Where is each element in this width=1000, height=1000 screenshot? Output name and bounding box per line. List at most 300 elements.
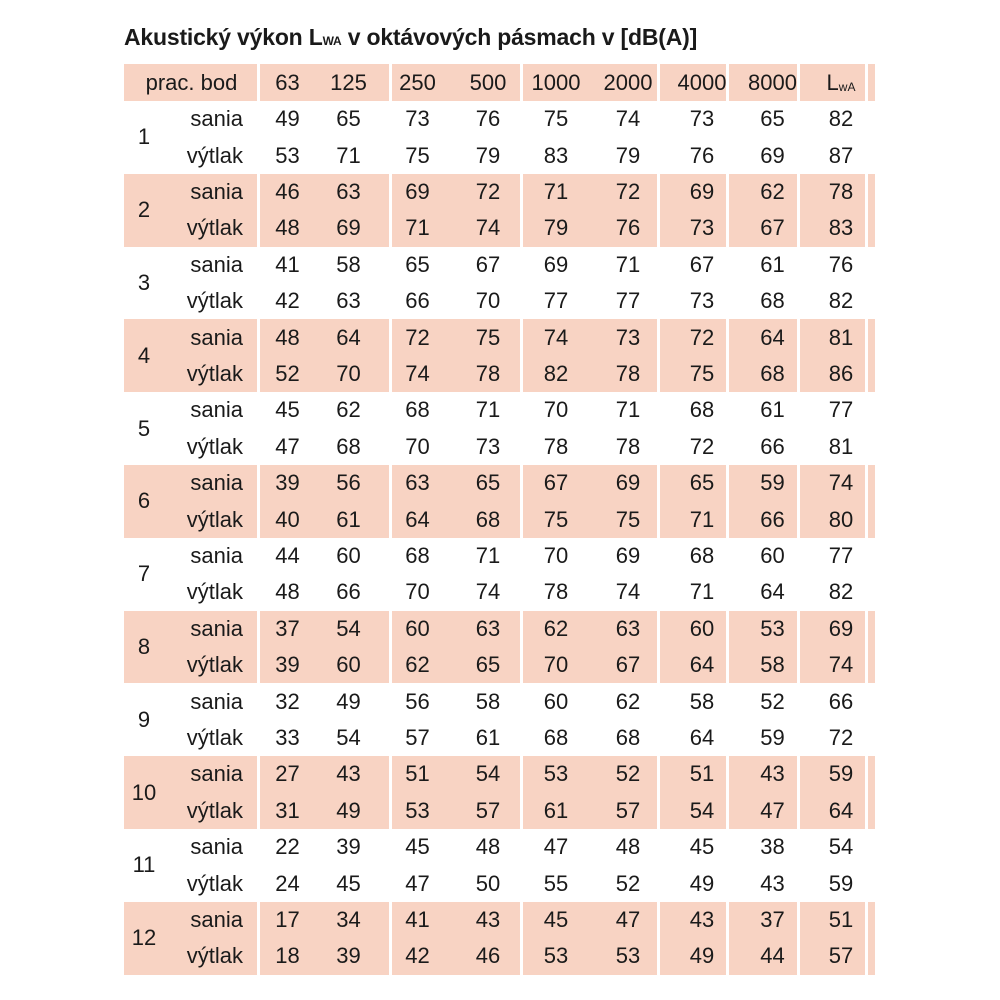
row-label-sania: sania bbox=[190, 324, 243, 350]
table-cell: 52 bbox=[760, 688, 785, 714]
table-cell: 56 bbox=[405, 688, 430, 714]
table-cell: 70 bbox=[543, 652, 569, 678]
table-row-vytlak bbox=[124, 793, 875, 829]
table-cell: 62 bbox=[760, 178, 785, 204]
row-label-sania: sania bbox=[190, 906, 243, 932]
table-cell: 73 bbox=[689, 106, 715, 132]
table-cell: 50 bbox=[475, 870, 501, 896]
table-cell: 31 bbox=[275, 797, 300, 823]
operating-point-group bbox=[124, 174, 875, 247]
table-cell: 74 bbox=[615, 106, 641, 132]
row-label-sania: sania bbox=[190, 615, 243, 641]
operating-point-group bbox=[124, 319, 875, 392]
table-cell: 60 bbox=[689, 615, 715, 641]
table-cell: 53 bbox=[760, 615, 785, 641]
table-cell: 73 bbox=[689, 288, 715, 314]
table-row-sania bbox=[124, 538, 875, 574]
table-cell: 41 bbox=[405, 906, 430, 932]
table-cell: 61 bbox=[475, 724, 501, 750]
table-cell: 49 bbox=[689, 943, 715, 969]
table-cell: 65 bbox=[689, 470, 715, 496]
table-cell: 72 bbox=[405, 324, 430, 350]
table-cell: 65 bbox=[760, 106, 785, 132]
table-cell: 80 bbox=[828, 506, 854, 532]
table-cell: 72 bbox=[828, 724, 854, 750]
table-cell: 69 bbox=[760, 142, 785, 168]
table-cell: 69 bbox=[615, 542, 641, 568]
table-cell: 68 bbox=[405, 397, 430, 423]
table-cell: 76 bbox=[689, 142, 715, 168]
table-cell: 58 bbox=[475, 688, 501, 714]
row-label-vytlak: výtlak bbox=[186, 433, 243, 459]
operating-point-group bbox=[124, 101, 875, 174]
table-cell: 69 bbox=[405, 178, 430, 204]
row-label-vytlak: výtlak bbox=[186, 142, 243, 168]
row-label-vytlak: výtlak bbox=[186, 943, 243, 969]
table-cell: 53 bbox=[275, 142, 300, 168]
table-cell: 61 bbox=[760, 251, 785, 277]
table-cell: 77 bbox=[828, 397, 854, 423]
table-cell: 68 bbox=[336, 433, 361, 459]
header-point: prac. bod bbox=[145, 69, 238, 95]
table-cell: 78 bbox=[475, 360, 501, 386]
operating-point-number: 7 bbox=[137, 561, 151, 587]
table-cell: 68 bbox=[475, 506, 501, 532]
table-cell: 71 bbox=[475, 397, 501, 423]
table-cell: 49 bbox=[336, 797, 361, 823]
table-cell: 42 bbox=[275, 288, 300, 314]
table-cell: 62 bbox=[405, 652, 430, 678]
table-cell: 39 bbox=[275, 470, 300, 496]
header-band: 500 bbox=[469, 69, 507, 95]
table-cell: 67 bbox=[543, 470, 569, 496]
table-cell: 82 bbox=[828, 579, 854, 605]
table-cell: 66 bbox=[760, 506, 785, 532]
table-cell: 71 bbox=[336, 142, 361, 168]
table-cell: 74 bbox=[475, 579, 501, 605]
table-row-vytlak bbox=[124, 865, 875, 901]
table-cell: 39 bbox=[336, 834, 361, 860]
table-cell: 47 bbox=[275, 433, 300, 459]
table-cell: 52 bbox=[275, 360, 300, 386]
table-cell: 75 bbox=[405, 142, 430, 168]
table-cell: 71 bbox=[543, 178, 569, 204]
table-cell: 70 bbox=[336, 360, 361, 386]
table-cell: 64 bbox=[689, 652, 715, 678]
table-cell: 32 bbox=[275, 688, 300, 714]
row-label-sania: sania bbox=[190, 834, 243, 860]
table-cell: 43 bbox=[689, 906, 715, 932]
row-label-vytlak: výtlak bbox=[186, 724, 243, 750]
table-cell: 75 bbox=[475, 324, 501, 350]
table-cell: 68 bbox=[689, 542, 715, 568]
operating-point-group bbox=[124, 829, 875, 902]
table-cell: 78 bbox=[615, 360, 641, 386]
table-cell: 63 bbox=[615, 615, 641, 641]
operating-point-group bbox=[124, 683, 875, 756]
row-label-sania: sania bbox=[190, 251, 243, 277]
table-cell: 66 bbox=[405, 288, 430, 314]
table-row-vytlak bbox=[124, 720, 875, 756]
table-cell: 68 bbox=[543, 724, 569, 750]
table-cell: 54 bbox=[689, 797, 715, 823]
table-row-sania bbox=[124, 392, 875, 428]
table-row-sania bbox=[124, 101, 875, 137]
table-cell: 68 bbox=[760, 360, 785, 386]
operating-point-number: 9 bbox=[137, 706, 151, 732]
table-cell: 72 bbox=[615, 178, 641, 204]
table-row-sania bbox=[124, 829, 875, 865]
row-label-sania: sania bbox=[190, 397, 243, 423]
operating-point-group bbox=[124, 392, 875, 465]
operating-point-group bbox=[124, 247, 875, 320]
table-cell: 18 bbox=[275, 943, 300, 969]
table-cell: 67 bbox=[475, 251, 501, 277]
row-label-vytlak: výtlak bbox=[186, 506, 243, 532]
header-band: 2000 bbox=[603, 69, 653, 95]
table-cell: 48 bbox=[275, 215, 300, 241]
table-cell: 41 bbox=[275, 251, 300, 277]
table-cell: 45 bbox=[689, 834, 715, 860]
table-cell: 17 bbox=[275, 906, 300, 932]
table-cell: 56 bbox=[336, 470, 361, 496]
table-cell: 64 bbox=[336, 324, 361, 350]
table-cell: 48 bbox=[615, 834, 641, 860]
table-cell: 76 bbox=[475, 106, 501, 132]
table-cell: 54 bbox=[336, 615, 361, 641]
table-cell: 71 bbox=[405, 215, 430, 241]
table-cell: 73 bbox=[615, 324, 641, 350]
table-cell: 87 bbox=[828, 142, 854, 168]
table-cell: 53 bbox=[615, 943, 641, 969]
row-label-vytlak: výtlak bbox=[186, 870, 243, 896]
table-cell: 55 bbox=[543, 870, 569, 896]
table-cell: 43 bbox=[336, 761, 361, 787]
row-label-sania: sania bbox=[190, 178, 243, 204]
title-prefix: Akustický výkon L bbox=[124, 24, 323, 50]
row-label-vytlak: výtlak bbox=[186, 797, 243, 823]
table-cell: 53 bbox=[543, 761, 569, 787]
table-cell: 49 bbox=[275, 106, 300, 132]
table-cell: 61 bbox=[760, 397, 785, 423]
table-cell: 77 bbox=[615, 288, 641, 314]
table-cell: 47 bbox=[760, 797, 785, 823]
table-cell: 51 bbox=[828, 906, 854, 932]
operating-point-number: 11 bbox=[132, 852, 156, 878]
table-cell: 39 bbox=[336, 943, 361, 969]
table-cell: 40 bbox=[275, 506, 300, 532]
table-cell: 48 bbox=[475, 834, 501, 860]
row-label-vytlak: výtlak bbox=[186, 215, 243, 241]
header-total-prefix: L bbox=[826, 69, 839, 95]
operating-point-group bbox=[124, 465, 875, 538]
table-row-sania bbox=[124, 465, 875, 501]
table-cell: 54 bbox=[828, 834, 854, 860]
row-label-sania: sania bbox=[190, 542, 243, 568]
table-row-vytlak bbox=[124, 429, 875, 465]
table-cell: 68 bbox=[689, 397, 715, 423]
table-cell: 82 bbox=[828, 106, 854, 132]
operating-point-group bbox=[124, 902, 875, 975]
table-cell: 70 bbox=[543, 397, 569, 423]
table-cell: 45 bbox=[336, 870, 361, 896]
table-cell: 60 bbox=[760, 542, 785, 568]
table-cell: 43 bbox=[475, 906, 501, 932]
operating-point-group bbox=[124, 756, 875, 829]
table-cell: 82 bbox=[828, 288, 854, 314]
table-cell: 73 bbox=[475, 433, 501, 459]
table-cell: 59 bbox=[760, 724, 785, 750]
header-band: 63 bbox=[275, 69, 300, 95]
table-cell: 79 bbox=[543, 215, 569, 241]
table-cell: 79 bbox=[615, 142, 641, 168]
table-cell: 67 bbox=[760, 215, 785, 241]
table-row-vytlak bbox=[124, 283, 875, 319]
table-row-vytlak bbox=[124, 356, 875, 392]
table-cell: 58 bbox=[336, 251, 361, 277]
operating-point-group bbox=[124, 538, 875, 611]
table-cell: 57 bbox=[828, 943, 854, 969]
table-cell: 60 bbox=[543, 688, 569, 714]
table-cell: 43 bbox=[760, 761, 785, 787]
table-cell: 57 bbox=[405, 724, 430, 750]
row-label-vytlak: výtlak bbox=[186, 579, 243, 605]
table-cell: 78 bbox=[543, 579, 569, 605]
table-cell: 65 bbox=[475, 652, 501, 678]
row-label-vytlak: výtlak bbox=[186, 360, 243, 386]
table-cell: 63 bbox=[405, 470, 430, 496]
header-band: 8000 bbox=[748, 69, 797, 95]
table-row-vytlak bbox=[124, 647, 875, 683]
table-cell: 47 bbox=[405, 870, 430, 896]
table-cell: 48 bbox=[275, 324, 300, 350]
table-cell: 63 bbox=[336, 178, 361, 204]
header-total bbox=[807, 64, 875, 101]
table-cell: 60 bbox=[336, 652, 361, 678]
table-cell: 69 bbox=[615, 470, 641, 496]
table-cell: 63 bbox=[336, 288, 361, 314]
acoustic-power-table bbox=[124, 64, 875, 975]
table-cell: 67 bbox=[615, 652, 641, 678]
table-cell: 39 bbox=[275, 652, 300, 678]
table-cell: 75 bbox=[615, 506, 641, 532]
table-cell: 73 bbox=[405, 106, 430, 132]
table-row-sania bbox=[124, 174, 875, 210]
table-cell: 64 bbox=[689, 724, 715, 750]
table-cell: 51 bbox=[405, 761, 430, 787]
table-cell: 74 bbox=[828, 652, 854, 678]
table-cell: 71 bbox=[615, 397, 641, 423]
table-cell: 43 bbox=[760, 870, 785, 896]
table-cell: 57 bbox=[615, 797, 641, 823]
operating-point-number: 4 bbox=[137, 342, 151, 368]
table-cell: 69 bbox=[689, 178, 715, 204]
table-cell: 47 bbox=[615, 906, 641, 932]
table-cell: 67 bbox=[689, 251, 715, 277]
table-cell: 68 bbox=[615, 724, 641, 750]
table-cell: 59 bbox=[828, 761, 854, 787]
table-cell: 52 bbox=[615, 870, 641, 896]
table-cell: 42 bbox=[405, 943, 430, 969]
table-cell: 65 bbox=[336, 106, 361, 132]
table-cell: 54 bbox=[336, 724, 361, 750]
table-cell: 77 bbox=[828, 542, 854, 568]
operating-point-number: 6 bbox=[137, 488, 151, 514]
table-cell: 61 bbox=[543, 797, 569, 823]
operating-point-number: 1 bbox=[137, 124, 151, 150]
table-cell: 66 bbox=[760, 433, 785, 459]
table-cell: 65 bbox=[405, 251, 430, 277]
operating-point-group bbox=[124, 611, 875, 684]
table-cell: 52 bbox=[615, 761, 641, 787]
table-cell: 46 bbox=[475, 943, 501, 969]
table-cell: 37 bbox=[760, 906, 785, 932]
table-cell: 74 bbox=[405, 360, 430, 386]
table-cell: 78 bbox=[828, 178, 854, 204]
table-cell: 60 bbox=[336, 542, 361, 568]
table-cell: 51 bbox=[689, 761, 715, 787]
table-cell: 81 bbox=[828, 324, 854, 350]
table-cell: 71 bbox=[615, 251, 641, 277]
table-row-sania bbox=[124, 611, 875, 647]
table-cell: 74 bbox=[615, 579, 641, 605]
table-cell: 59 bbox=[828, 870, 854, 896]
table-cell: 64 bbox=[760, 324, 785, 350]
table-cell: 33 bbox=[275, 724, 300, 750]
table-cell: 24 bbox=[275, 870, 300, 896]
table-cell: 44 bbox=[760, 943, 785, 969]
table-cell: 22 bbox=[275, 834, 300, 860]
table-cell: 74 bbox=[828, 470, 854, 496]
table-cell: 71 bbox=[689, 579, 715, 605]
table-row-sania bbox=[124, 319, 875, 355]
table-cell: 75 bbox=[543, 106, 569, 132]
table-cell: 76 bbox=[828, 251, 854, 277]
table-cell: 61 bbox=[336, 506, 361, 532]
operating-point-number: 12 bbox=[131, 925, 157, 951]
header-band: 250 bbox=[399, 69, 436, 95]
table-cell: 62 bbox=[615, 688, 641, 714]
table-cell: 71 bbox=[689, 506, 715, 532]
table-cell: 34 bbox=[336, 906, 361, 932]
header-total-subscript: wA bbox=[838, 79, 856, 94]
table-cell: 79 bbox=[475, 142, 501, 168]
table-cell: 69 bbox=[828, 615, 854, 641]
title-suffix: v oktávových pásmach v [dB(A)] bbox=[341, 24, 698, 50]
table-row-sania bbox=[124, 756, 875, 792]
table-cell: 81 bbox=[828, 433, 854, 459]
table-cell: 70 bbox=[475, 288, 501, 314]
table-cell: 38 bbox=[760, 834, 785, 860]
table-cell: 83 bbox=[543, 142, 569, 168]
table-cell: 64 bbox=[760, 579, 785, 605]
table-row-sania bbox=[124, 247, 875, 283]
row-label-sania: sania bbox=[190, 470, 243, 496]
header-band: 4000 bbox=[677, 69, 727, 95]
table-cell: 62 bbox=[543, 615, 569, 641]
title-subscript: WA bbox=[322, 34, 342, 48]
table-cell: 45 bbox=[275, 397, 300, 423]
table-cell: 57 bbox=[475, 797, 501, 823]
table-row-vytlak bbox=[124, 210, 875, 246]
row-label-sania: sania bbox=[190, 761, 243, 787]
table-cell: 78 bbox=[543, 433, 569, 459]
table-cell: 69 bbox=[543, 251, 569, 277]
table-cell: 37 bbox=[275, 615, 300, 641]
table-cell: 64 bbox=[405, 506, 430, 532]
table-cell: 58 bbox=[689, 688, 715, 714]
operating-point-number: 2 bbox=[137, 197, 151, 223]
table-cell: 78 bbox=[615, 433, 641, 459]
table-cell: 53 bbox=[405, 797, 430, 823]
table-cell: 86 bbox=[828, 360, 854, 386]
table-row-sania bbox=[124, 683, 875, 719]
table-cell: 83 bbox=[828, 215, 854, 241]
table-row-vytlak bbox=[124, 501, 875, 537]
table-cell: 68 bbox=[405, 542, 430, 568]
table-cell: 66 bbox=[336, 579, 361, 605]
table-row-vytlak bbox=[124, 938, 875, 974]
table-cell: 77 bbox=[543, 288, 569, 314]
table-cell: 68 bbox=[760, 288, 785, 314]
table-cell: 60 bbox=[405, 615, 430, 641]
table-cell: 70 bbox=[405, 579, 430, 605]
table-cell: 70 bbox=[405, 433, 430, 459]
table-cell: 53 bbox=[543, 943, 569, 969]
operating-point-number: 5 bbox=[137, 415, 151, 441]
table-cell: 75 bbox=[689, 360, 715, 386]
table-cell: 27 bbox=[275, 761, 300, 787]
table-cell: 72 bbox=[689, 324, 715, 350]
row-label-vytlak: výtlak bbox=[186, 288, 243, 314]
table-cell: 59 bbox=[760, 470, 785, 496]
table-row-vytlak bbox=[124, 137, 875, 173]
table-row-vytlak bbox=[124, 574, 875, 610]
table-cell: 74 bbox=[475, 215, 501, 241]
table-cell: 54 bbox=[475, 761, 501, 787]
table-cell: 82 bbox=[543, 360, 569, 386]
table-cell: 70 bbox=[543, 542, 569, 568]
table-cell: 76 bbox=[615, 215, 641, 241]
table-cell: 45 bbox=[405, 834, 430, 860]
table-cell: 64 bbox=[828, 797, 854, 823]
table-cell: 73 bbox=[689, 215, 715, 241]
operating-point-number: 3 bbox=[137, 269, 151, 295]
row-label-vytlak: výtlak bbox=[186, 652, 243, 678]
header-band: 125 bbox=[330, 69, 367, 95]
table-cell: 75 bbox=[543, 506, 569, 532]
table-cell: 63 bbox=[475, 615, 501, 641]
header-row bbox=[124, 64, 875, 101]
table-cell: 46 bbox=[275, 178, 300, 204]
row-label-sania: sania bbox=[190, 106, 243, 132]
table-cell: 49 bbox=[336, 688, 361, 714]
operating-point-number: 8 bbox=[137, 633, 151, 659]
table-cell: 71 bbox=[475, 542, 501, 568]
table-cell: 49 bbox=[689, 870, 715, 896]
table-title bbox=[124, 24, 697, 51]
table-cell: 58 bbox=[760, 652, 785, 678]
table-cell: 48 bbox=[275, 579, 300, 605]
operating-point-number: 10 bbox=[131, 779, 157, 805]
table-cell: 72 bbox=[689, 433, 715, 459]
header-band: 1000 bbox=[531, 69, 581, 95]
table-cell: 66 bbox=[828, 688, 854, 714]
table-cell: 69 bbox=[336, 215, 361, 241]
table-cell: 47 bbox=[543, 834, 569, 860]
table-cell: 65 bbox=[475, 470, 501, 496]
table-row-sania bbox=[124, 902, 875, 938]
